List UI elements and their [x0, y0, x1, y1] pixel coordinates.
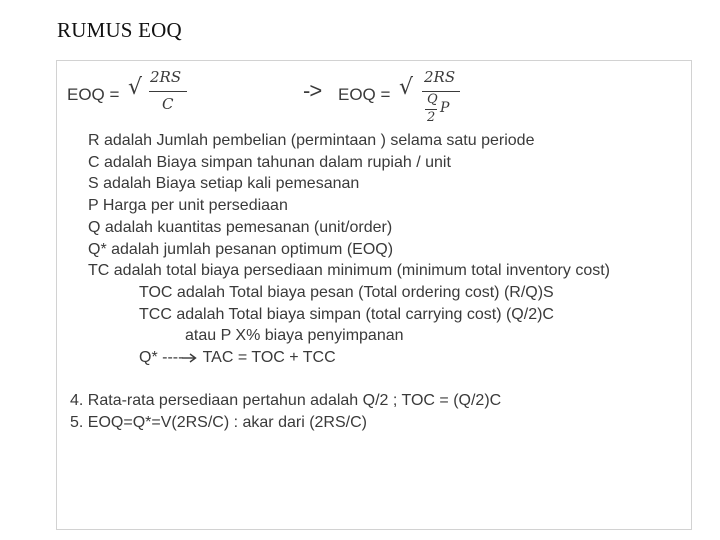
- numbered-item: 4. Rata-rata persediaan pertahun adalah Q/2 ; TOC = (Q/2)C: [70, 392, 502, 409]
- cost-line-tcc: TCC adalah Total biaya simpan (total carrying cost) (Q/2)C: [139, 305, 554, 323]
- definition-line: Q adalah kuantitas pemesanan (unit/order): [88, 218, 393, 236]
- tac-equation: TAC = TOC + TCC: [198, 349, 336, 367]
- definition-line: Q* adalah jumlah pesanan optimum (EOQ): [88, 240, 394, 258]
- formula2-numerator: 2RS: [424, 68, 456, 86]
- formula2-sub-denominator: 2: [427, 110, 436, 125]
- sqrt-icon: √: [128, 75, 143, 100]
- formula2-lhs: EOQ =: [338, 85, 391, 104]
- formula2-sub-numerator: Q: [427, 92, 438, 107]
- formula1-numerator: 2RS: [150, 68, 182, 86]
- numbered-list: [70, 390, 501, 433]
- sqrt-icon: √: [399, 75, 414, 100]
- definition-line: C adalah Biaya simpan tahunan dalam rupiah / unit: [88, 153, 451, 171]
- formula1-denominator: C: [162, 95, 174, 113]
- numbered-item: 5. EOQ=Q*=V(2RS/C) : akar dari (2RS/C): [70, 413, 367, 431]
- cost-components-list: [139, 282, 554, 369]
- tac-prefix: Q* ----: [139, 349, 184, 367]
- formula1-fraction-bar: [149, 91, 187, 92]
- definition-line: TC adalah total biaya persediaan minimum (minimum total inventory cost): [88, 262, 610, 280]
- cost-line-alternative: atau P X% biaya penyimpanan: [185, 327, 404, 345]
- formula1-lhs: EOQ =: [67, 85, 120, 104]
- definition-line: R adalah Jumlah pembelian (permintaan ) selama satu periode: [88, 132, 535, 149]
- slide-title: RUMUS EOQ: [57, 18, 182, 42]
- right-arrow-icon: [182, 353, 197, 363]
- definitions-list: [88, 130, 610, 282]
- implies-arrow: ->: [303, 78, 322, 103]
- tac-line: [139, 347, 554, 369]
- definition-line: P Harga per unit persediaan: [88, 197, 288, 215]
- cost-line-toc: TOC adalah Total biaya pesan (Total ordering cost) (R/Q)S: [139, 284, 554, 301]
- definition-line: S adalah Biaya setiap kali pemesanan: [88, 175, 360, 193]
- formula2-factor: P: [440, 100, 450, 116]
